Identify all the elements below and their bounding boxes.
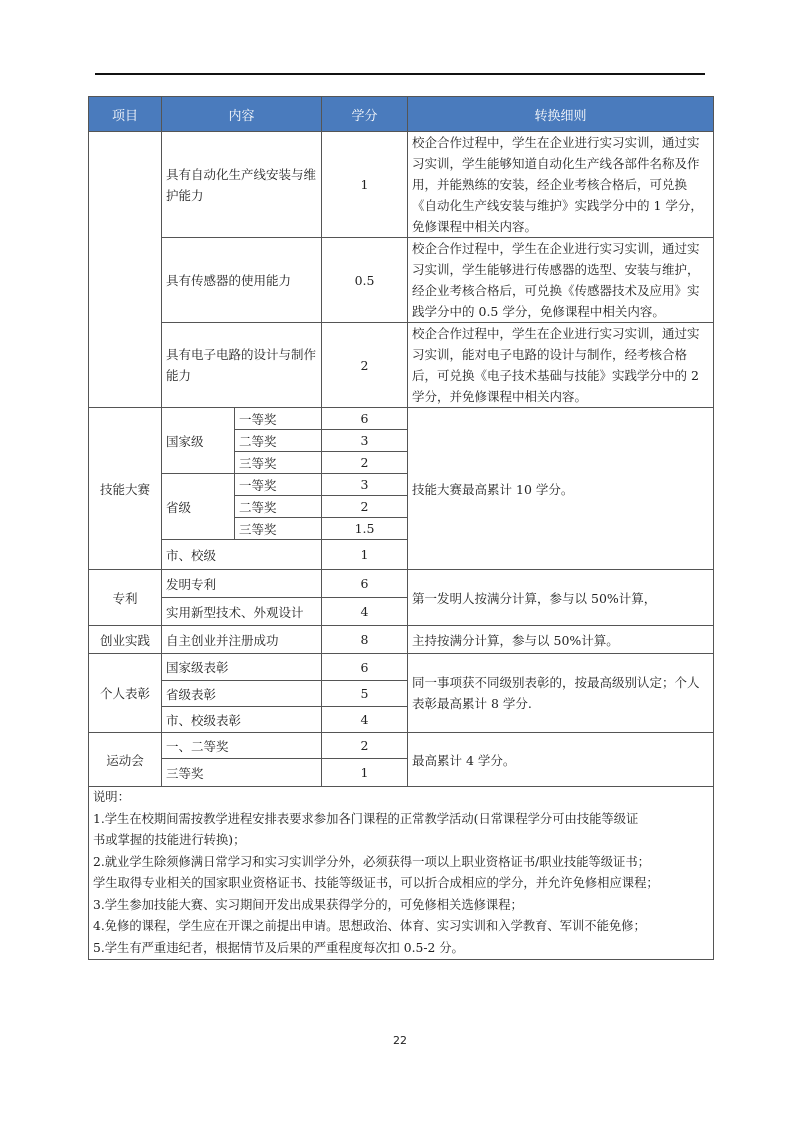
item-skills: 技能大赛 (89, 408, 162, 570)
credit-cell: 2 (322, 323, 408, 408)
header-content: 内容 (162, 97, 322, 132)
content-cell: 具有电子电路的设计与制作能力 (162, 323, 322, 408)
table-row (89, 323, 714, 408)
item-patent: 专利 (89, 570, 162, 626)
rule-cell: 校企合作过程中，学生在企业进行实习实训，通过实习实训，能对电子电路的设计与制作，经考核合格后，可兑换《电子技术基础与技能》实践学分中的 2 学分，并免修课程中相关内容。 (408, 323, 714, 408)
content-cell: 一、二等奖 (162, 733, 322, 759)
rule-personal: 同一事项获不同级别表彰的，按最高级别认定；个人表彰最高累计 8 学分. (408, 654, 714, 733)
credit-cell: 1 (322, 759, 408, 787)
credit-cell: 2 (322, 452, 408, 474)
credit-cell: 1 (322, 132, 408, 238)
table-header-row (89, 97, 714, 132)
content-cell: 三等奖 (162, 759, 322, 787)
credit-cell: 1.5 (322, 518, 408, 540)
table-row (89, 654, 714, 681)
notes-cell (89, 787, 714, 960)
header-item: 项目 (89, 97, 162, 132)
credit-cell: 3 (322, 430, 408, 452)
header-credit: 学分 (322, 97, 408, 132)
credit-cell: 8 (322, 626, 408, 654)
content-cell: 市、校级表彰 (162, 707, 322, 733)
header-rule: 转换细则 (408, 97, 714, 132)
table-row (89, 626, 714, 654)
award-first: 一等奖 (235, 474, 322, 496)
item-cell-empty (89, 132, 162, 408)
award-second: 二等奖 (235, 496, 322, 518)
content-cell: 自主创业并注册成功 (162, 626, 322, 654)
content-cell: 实用新型技术、外观设计 (162, 598, 322, 626)
credit-cell: 5 (322, 681, 408, 707)
content-cell: 国家级表彰 (162, 654, 322, 681)
content-cell: 发明专利 (162, 570, 322, 598)
content-cell: 具有自动化生产线安装与维护能力 (162, 132, 322, 238)
credit-cell: 3 (322, 474, 408, 496)
level-city: 市、校级 (162, 540, 322, 570)
note-line: 3.学生参加技能大赛、实习期间开发出成果获得学分的，可免修相关选修课程； (93, 897, 523, 912)
rule-sports: 最高累计 4 学分。 (408, 733, 714, 787)
credit-cell: 1 (322, 540, 408, 570)
rule-skills: 技能大赛最高累计 10 学分。 (408, 408, 714, 570)
notes-row (89, 787, 714, 960)
credit-cell: 6 (322, 654, 408, 681)
notes-title: 说明： (93, 790, 130, 804)
item-personal: 个人表彰 (89, 654, 162, 733)
note-line: 4.免修的课程，学生应在开课之前提出申请。思想政治、体育、实习实训和入学教育、军训不能免修； (93, 919, 646, 933)
award-second: 二等奖 (235, 430, 322, 452)
header-rule (95, 73, 705, 75)
table-row (89, 132, 714, 238)
credit-cell: 2 (322, 496, 408, 518)
page-number: 22 (393, 1034, 407, 1047)
table-row (89, 733, 714, 759)
credit-cell: 6 (322, 570, 408, 598)
rule-patent: 第一发明人按满分计算，参与以 50%计算， (408, 570, 714, 626)
item-sports: 运动会 (89, 733, 162, 787)
credit-cell: 2 (322, 733, 408, 759)
level-provincial: 省级 (162, 474, 235, 540)
content-cell: 具有传感器的使用能力 (162, 238, 322, 323)
note-line: 学生取得专业相关的国家职业资格证书、技能等级证书，可以折合成相应的学分，并允许免修相应课程； (93, 876, 659, 890)
credit-cell: 0.5 (322, 238, 408, 323)
rule-cell: 校企合作过程中，学生在企业进行实习实训，通过实习实训，学生能够知道自动化生产线各部件名称及作用，并能熟练的安装，经企业考核合格后，可兑换《自动化生产线安装与维护》实践学分中的 1 学分，免修课程中相关内容。 (408, 132, 714, 238)
item-startup: 创业实践 (89, 626, 162, 654)
rule-startup: 主持按满分计算，参与以 50%计算。 (408, 626, 714, 654)
award-third: 三等奖 (235, 452, 322, 474)
note-line: 2.就业学生除须修满日常学习和实习实训学分外，必须获得一项以上职业资格证书/职业技能等级证书； (93, 854, 650, 869)
credit-cell: 4 (322, 598, 408, 626)
note-line: 5.学生有严重违纪者，根据情节及后果的严重程度每次扣 0.5-2 分。 (93, 940, 464, 955)
credit-cell: 6 (322, 408, 408, 430)
note-line: 书或掌握的技能进行转换)； (93, 833, 246, 847)
level-national: 国家级 (162, 408, 235, 474)
note-line: 1.学生在校期间需按教学进程安排表要求参加各门课程的正常教学活动(日常课程学分可由技能等级证 (93, 811, 639, 826)
rule-cell: 校企合作过程中，学生在企业进行实习实训，通过实习实训，学生能够进行传感器的选型、安装与维护，经企业考核合格后，可兑换《传感器技术及应用》实践学分中的 0.5 学分，免修课程中相关内容。 (408, 238, 714, 323)
award-third: 三等奖 (235, 518, 322, 540)
table-row (89, 570, 714, 598)
award-first: 一等奖 (235, 408, 322, 430)
table-row (89, 238, 714, 323)
table-row (89, 408, 714, 430)
credit-cell: 4 (322, 707, 408, 733)
content-cell: 省级表彰 (162, 681, 322, 707)
credit-conversion-table (88, 96, 714, 960)
